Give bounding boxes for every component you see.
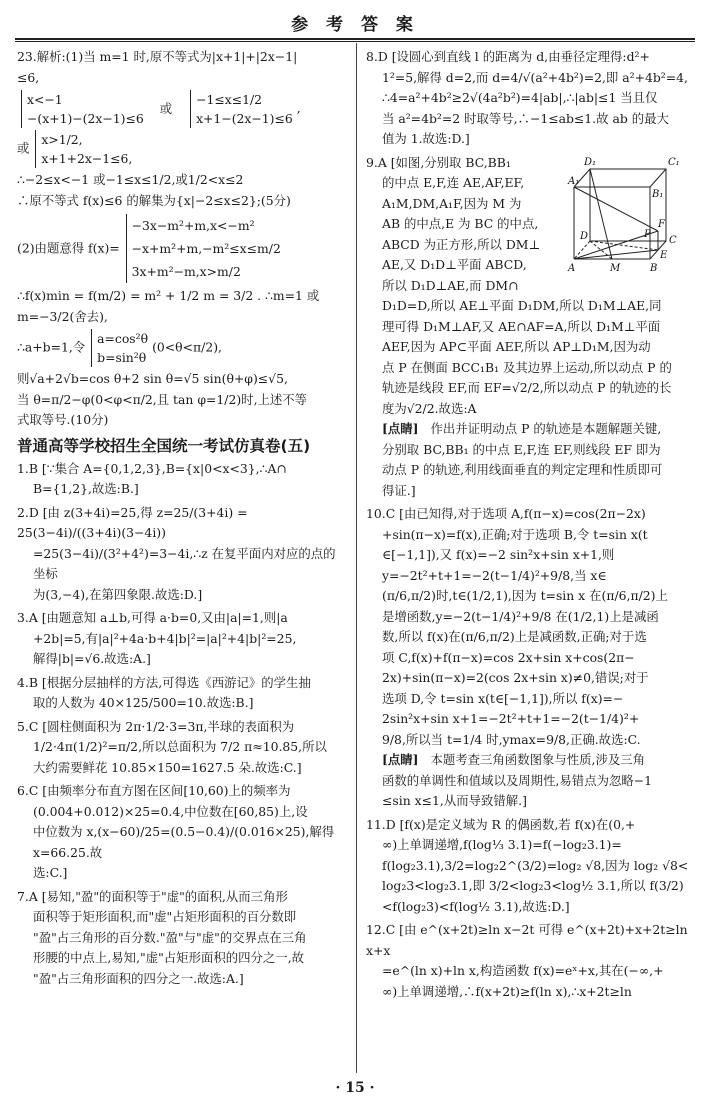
right-column — [366, 47, 698, 1002]
answer-12: 12.C [由 e^(x+2t)≥ln x−2t 可得 e^(x+2t)+x+2t≥ln x+x =e^(ln x)+ln x,构造函数 f(x)=eˣ+x,其在(−∞,+ ∞)上单调递增,∴f(x+2t)≥f(ln x),∴x+2t≥ln — [366, 922, 688, 999]
label-E: E — [660, 249, 668, 261]
label-P: P — [644, 228, 651, 240]
piecewise-function: (2)由题意得 f(x)= −3x−m²+m,x<−m² −x+m²+m,−m²≤x≤m/2 3x+m²−m,x>m/2 — [17, 214, 347, 283]
text-line: 23.解析:(1)当 m=1 时,原不等式为|x+1|+|2x−1| — [17, 49, 298, 64]
tip-block: [点睛] 作出并证明动点 P 的轨迹是本题解题关键, — [382, 421, 662, 436]
label-C: C — [669, 234, 677, 246]
cube-figure — [570, 153, 698, 279]
answer-4: 4.B [根据分层抽样的方法,可得选《西游记》的学生抽 取的人数为 40×125/500=10.故选:B.] — [17, 674, 311, 710]
label-F: F — [658, 218, 665, 230]
label-A1: A₁ — [568, 175, 580, 187]
text-line: 当 θ=π/2−φ(0<φ<π/2,且 tan φ=1/2)时,上述不等 — [17, 391, 308, 407]
label-B: B — [650, 262, 658, 274]
column-divider — [356, 43, 357, 1073]
answer-9: D₁ C₁ A₁ B₁ F D C E P A M B 9.A [如图,分别取 BC,BB₁ 的中点 E,F,连 AE,AF,EF, A₁M,DM,A₁F,因为 M 为 AB 的中点,E 为 BC 的中点, ABCD 为正方形,所以 DM⊥ AE,又 D₁D⊥平面 ABCD, 所以 D₁D⊥AE,而 DM∩ D₁D=D,所以 AE⊥平面 D₁DM,所以 D₁M⊥AE,同 理可得 D₁M⊥AF,又 AE∩AF=A,所以 D₁M⊥平面 AEF,因为 AP⊂平面 AEF,所以 AP⊥D₁M,因为动 点 P 在侧面 BCC₁B₁ 及其边界上运动,所以动点 P 的 轨迹是线段 EF,而 EF=√2/2,所以动点 P 的轨迹的长 度为√2/2.故选:A [点睛] 作出并证明动点 P 的轨迹是本题解题关键, 分别取 BC,BB₁ 的中点 E,F,连 EF,则线段 EF 即为 动点 P 的轨迹,利用线面垂直的判定定理和性质即可 得证.] — [366, 153, 698, 502]
case-system: −1≤x≤1/2 x+1−(2x−1)≤6 — [190, 90, 293, 128]
substitution-system: ∴a+b=1,令 a=cos²θ b=sin²θ (0<θ<π/2), — [17, 331, 222, 365]
case-system: x>1/2, x+1+2x−1≤6, — [35, 130, 132, 168]
label-M: M — [610, 262, 621, 274]
answer-2: 2.D [由 z(3+4i)=25,得 z=25/(3+4i) = 25(3−4i)/((3+4i)(3−4i)) =25(3−4i)/(3²+4²)=3−4i,∴z 在复平面内对应的点的坐标 为(3,−4),在第四象限.故选:D.] — [17, 504, 336, 602]
label-B1: B₁ — [652, 188, 664, 200]
answer-23 — [17, 47, 347, 431]
answer-1: 1.B [∵集合 A={0,1,2,3},B={x|0<x<3},∴A∩ B={1,2},故选:B.] — [17, 460, 287, 496]
answer-5: 5.C [圆柱侧面积为 2π·1/2·3=3π,半球的表面积为 1/2·4π(1/2)²=π/2,所以总面积为 7/2 π≈10.85,所以 大约需要鲜花 10.85×150=1627.5 朵.故选:C.] — [17, 718, 327, 775]
label-A: A — [568, 262, 576, 274]
answer-3: 3.A [由题意知 a⊥b,可得 a·b=0,又由|a|=1,则|a +2b|=5,有|a|²+4a·b+4|b|²=|a|²+4|b|²=25, 解得|b|=√6.故选:A.] — [17, 610, 297, 666]
answer-7: 7.A [易知,"盈"的面积等于"虚"的面积,从而三角形 面积等于矩形面积,而"虚"占矩形面积的百分数即 "盈"占三角形的百分数."盈"与"虚"的交界点在三角 形腰的中点上,易知,"虚"占矩形面积的四分之一,故 "盈"占三角形面积的四分之一.故选:A.] — [17, 888, 307, 986]
answer-8: 8.D [设圆心到直线 l 的距离为 d,由垂径定理得:d²+ 1²=5,解得 d=2,而 d=4/√(a²+4b²)=2,即 a²+4b²=4, ∴4=a²+4b²≥2√(4a²b²)=4|ab|,∴|ab|≤1 当且仅 当 a²=4b²=2 时取等号,∴−1≤ab≤1.故 ab 的最大 值为 1.故选:D.] — [366, 49, 688, 146]
text-line: 则√a+2√b=cos θ+2 sin θ=√5 sin(θ+φ)≤√5, — [17, 371, 288, 386]
page-header: 参 考 答 案 — [291, 15, 419, 35]
text-line: m=−3/2(舍去), — [17, 308, 108, 324]
label-C1: C₁ — [668, 156, 680, 168]
label-D1: D₁ — [584, 156, 597, 168]
case-systems-row: x<−1 −(x+1)−(2x−1)≤6 或 −1≤x≤1/2 x+1−(2x−1)≤6 , — [17, 90, 347, 128]
case-systems-row: 或 x>1/2, x+1+2x−1≤6, — [17, 132, 133, 166]
section-title: 普通高等学校招生全国统一考试仿真卷(五) — [17, 436, 311, 455]
left-column — [17, 47, 347, 989]
header-rule-thin — [15, 41, 695, 42]
text-line: 式取等号.(10分) — [17, 412, 109, 427]
text-line: ∴原不等式 f(x)≤6 的解集为{x|−2≤x≤2};(5分) — [17, 192, 291, 208]
tip-label: [点睛] — [382, 421, 419, 436]
text-line: ∴−2≤x<−1 或−1≤x≤1/2,或1/2<x≤2 — [17, 172, 244, 187]
answer-6: 6.C [由频率分布直方图在区间[10,60)上的频率为 (0.004+0.012)×25=0.4,中位数在[60,85)上,设 中位数为 x,(x−60)/25=(0.5−0.4)/(0.016×25),解得 x=66.25.故 选:C.] — [17, 783, 335, 880]
label-D: D — [580, 230, 589, 242]
case-system: a=cos²θ b=sin²θ — [91, 329, 148, 367]
text-line: ≤6, — [17, 69, 40, 85]
header-rule-thick — [15, 38, 695, 40]
text-line: ∴f(x)min = f(m/2) = m² + 1/2 m = 3/2 . ∴m=1 或 — [17, 288, 320, 303]
tip-label: [点睛] — [382, 752, 419, 767]
answer-10: 10.C [由已知得,对于选项 A,f(π−x)=cos(2π−2x) +sin(π−x)=f(x),正确;对于选项 B,令 t=sin x(t ∈[−1,1]),又 f(x)=−2 sin²x+sin x+1,则 y=−2t²+t+1=−2(t−1/4)²+9/8,当 x∈ (π/6,π/2)时,t∈(1/2,1),因为 t=sin x 在(π/6,π/2)上 是增函数,y=−2(t−1/4)²+9/8 在(1/2,1)上是减函 数,所以 f(x)在(π/6,π/2)上是减函数,正确;对于选 项 C,f(x)+f(π−x)=cos 2x+sin x+cos(2π− 2x)+sin(π−x)=2(cos 2x+sin x)≠0,错误;对于 选项 D,令 t=sin x(t∈[−1,1]),所以 f(x)=− 2sin²x+sin x+1=−2t²+t+1=−2(t−1/4)²+ 9/8,所以当 t=1/4 时,ymax=9/8,正确.故选:C. [点睛] 本题考查三角函数图象与性质,涉及三角 函数的单调性和值域以及周期性,易错点为忽略−1 ≤sin x≤1,从而导致错解.] — [366, 504, 698, 812]
answer-11: 11.D [f(x)是定义域为 R 的偶函数,若 f(x)在(0,+ ∞)上单调递增,f(log⅓ 3.1)=f(−log₂3.1)= f(log₂3.1),3/2=log₂2^(3/2)=log₂ √8,因为 log₂ √8< log₂3<log₂3.1,即 3/2<log₂3<log½ 3.1,所以 f(3/2) <f(log₂3)<f(log½ 3.1),故选:D.] — [366, 816, 689, 914]
case-system: x<−1 −(x+1)−(2x−1)≤6 — [21, 90, 144, 128]
tip-block: [点睛] 本题考查三角函数图象与性质,涉及三角 — [382, 752, 646, 767]
page-number: · 15 · — [335, 1080, 375, 1096]
piecewise-braces: −3x−m²+m,x<−m² −x+m²+m,−m²≤x≤m/2 3x+m²−m,x>m/2 — [126, 214, 281, 283]
